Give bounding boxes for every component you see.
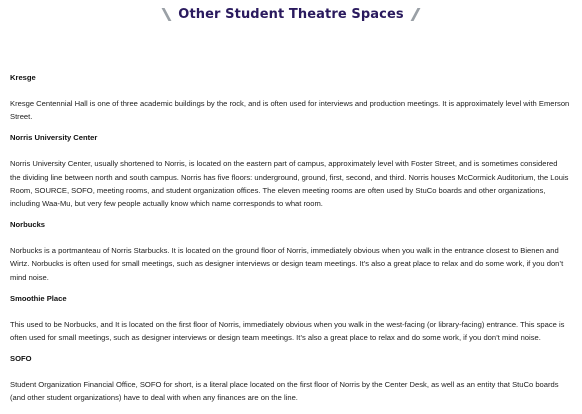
space-description: Norbucks is a portmanteau of Norris Starbucks. It is located on the ground floor of Norris, immediately obvious when you walk in the entrance closest to Bienen and Wirtz. Norbucks is often used for small meetings, such as designer interviews or design team meetings. It’s also a great place to relax and do some work, if you don’t mind noise. bbox=[10, 246, 564, 282]
page-header bbox=[0, 7, 582, 22]
space-name: Smoothie Place bbox=[10, 293, 67, 303]
space-name: Norbucks bbox=[10, 220, 46, 230]
slash-divider-left bbox=[162, 8, 172, 21]
space-description: Student Organization Financial Office, SOFO for short, is a literal place located on the first floor of Norris by the Center Desk, as well as an entity that StuCo boards (and other student organizations) have to deal with when any finances are on the line. bbox=[10, 380, 559, 403]
slash-divider-right bbox=[410, 8, 420, 21]
page-title: Other Student Theatre Spaces bbox=[178, 7, 404, 22]
space-description: This used to be Norbucks, and It is located on the first floor of Norris, immediately obvious when you walk in the west-facing (or library-facing) entrance. This space is often used for small meetings, such as designer interviews or design team meetings. It’s also a great place to relax and do some work, if you don’t mind noise. bbox=[10, 319, 565, 343]
space-smoothie-place bbox=[10, 293, 570, 344]
space-name: Norris University Center bbox=[10, 133, 98, 143]
space-description: Norris University Center, usually shortened to Norris, is located on the eastern part of campus, approximately level with Foster Street, and is sometimes considered the dividing line between north and south campus. Norris has five floors: underground, ground, first, second, and third. Norris houses McCormick Auditorium, the Louis Room, SOURCE, SOFO, meeting rooms, and student organization offices. The eleven meeting rooms are often used by StuCo boards and other organizations, including Waa-Mu, but very few people actually know which name corresponds to what room. bbox=[10, 159, 569, 209]
space-name: SOFO bbox=[10, 354, 32, 364]
space-kresge bbox=[10, 72, 570, 123]
space-name: Kresge bbox=[10, 73, 36, 82]
space-description: Kresge Centennial Hall is one of three academic buildings by the rock, and is often used for interviews and production meetings. It is approximately level with Emerson Street. bbox=[10, 99, 570, 122]
spaces-list bbox=[10, 72, 570, 414]
space-sofo bbox=[10, 353, 570, 404]
space-norbucks bbox=[10, 219, 570, 284]
space-norris-university-center bbox=[10, 132, 570, 210]
